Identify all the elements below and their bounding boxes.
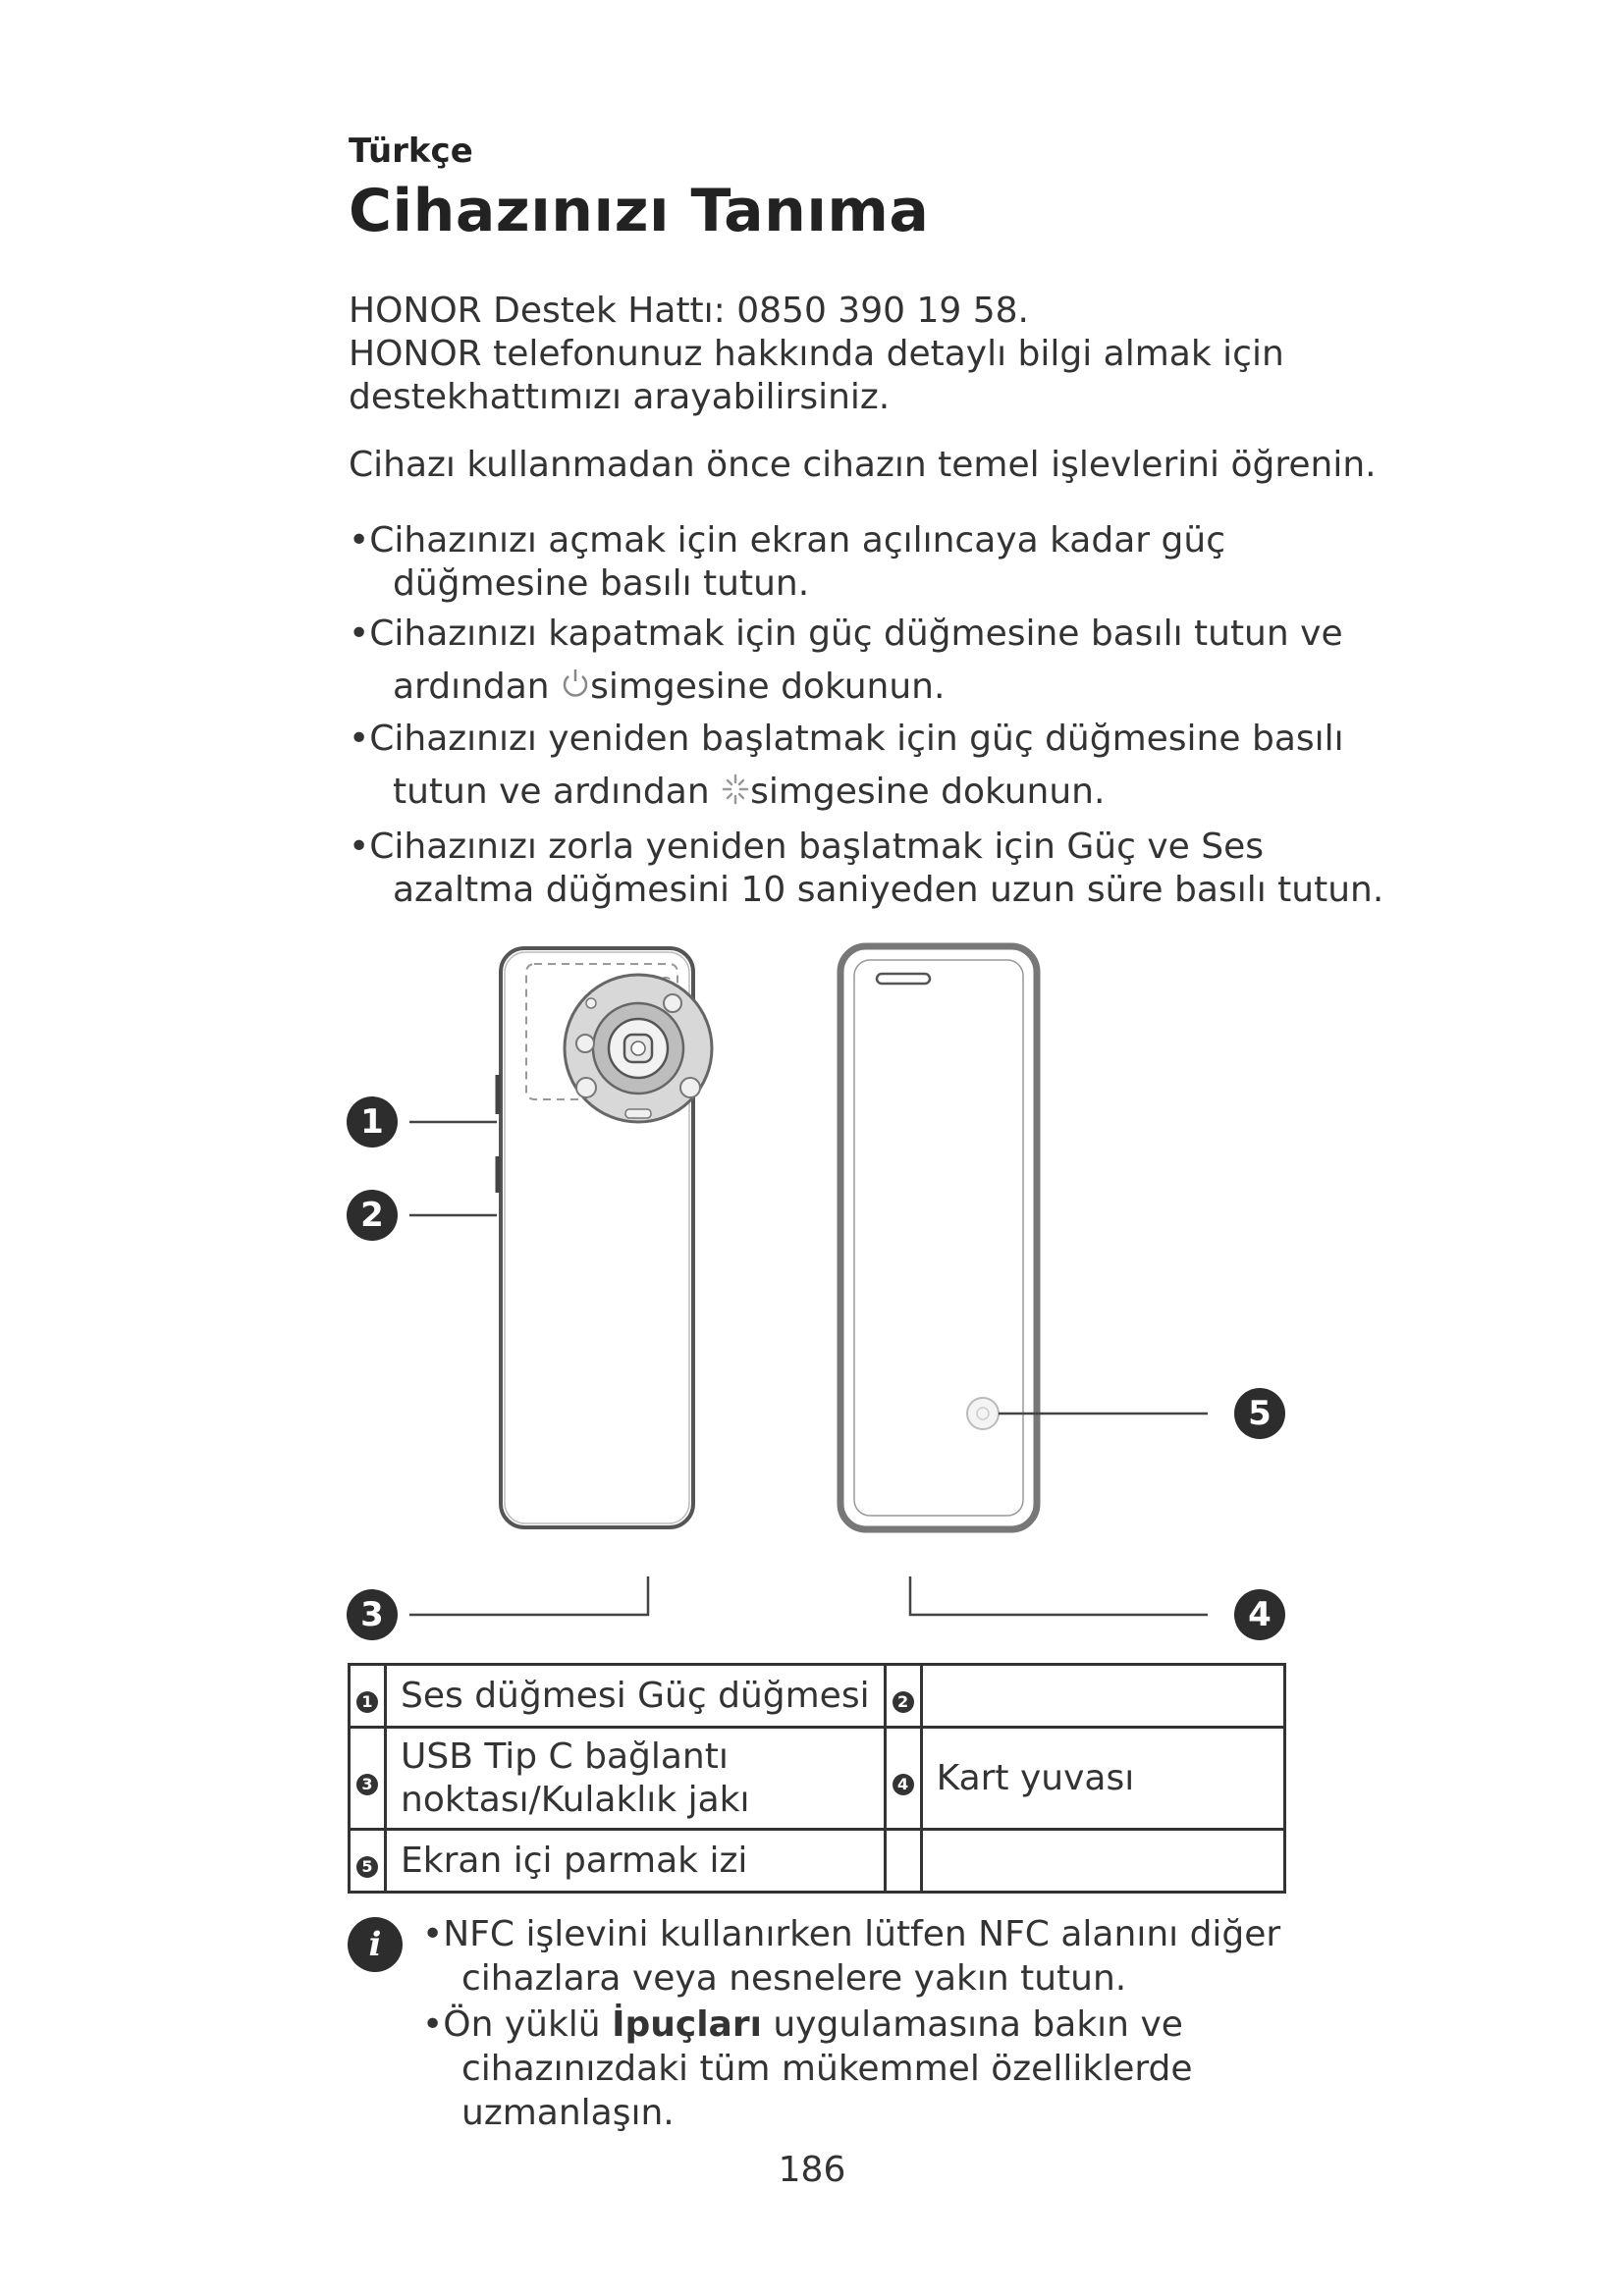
phone-back (498, 948, 712, 1527)
bullet-text: simgesine dokunun. (750, 772, 1106, 812)
number-badge: 2 (893, 1691, 914, 1713)
table-cell-label: Kart yuvası (921, 1728, 1284, 1830)
bullet-text: düğmesine basılı tutun. (393, 563, 810, 604)
parts-table (348, 1663, 1286, 1894)
callout-1: 1 (347, 1096, 398, 1148)
language-heading: Türkçe (349, 132, 473, 171)
table-row (350, 1830, 1285, 1893)
bullet-power-off (349, 613, 1343, 709)
table-cell-number (350, 1665, 386, 1728)
fingerprint-sensor-mark (967, 1398, 999, 1429)
bullet-text: •Cihazınızı zorla yeniden başlatmak için Güç ve Ses (349, 827, 1264, 867)
bullet-restart (349, 718, 1344, 814)
callout-2: 2 (347, 1190, 398, 1241)
number-badge: 5 (356, 1856, 378, 1878)
table-cell-label: Ses düğmesi Güç düğmesi (386, 1665, 886, 1728)
table-cell-line: USB Tip C bağlantı (401, 1735, 729, 1777)
bullet-text: tutun ve ardından (393, 772, 722, 812)
bullet-text: •Cihazınızı yeniden başlatmak için güç düğmesine basılı (349, 719, 1344, 759)
table-cell-number (350, 1728, 386, 1830)
info-icon: i (348, 1917, 403, 1972)
callout-4: 4 (1234, 1589, 1285, 1640)
callout-3: 3 (347, 1589, 398, 1640)
callout-leaders (409, 1122, 1208, 1615)
table-cell-label: Ekran içi parmak izi (386, 1830, 886, 1893)
front-camera-cutout (877, 974, 930, 984)
tip-line: •NFC işlevini kullanırken lütfen NFC alanını diğer (422, 1914, 1281, 1954)
phone-front (840, 946, 1037, 1529)
bullet-text: •Cihazınızı açmak için ekran açılıncaya kadar güç (349, 520, 1225, 561)
tip-line: cihazlara veya nesnelere yakın tutun. (461, 1958, 1127, 1999)
intro-paragraph: Cihazı kullanmadan önce cihazın temel işlevlerini öğrenin. (349, 445, 1377, 485)
tip-text: •Ön yüklü (422, 2004, 613, 2045)
support-line: destekhattımızı arayabilirsiniz. (349, 377, 891, 417)
support-line: HONOR telefonunuz hakkında detaylı bilgi almak için (349, 334, 1284, 374)
tips-block (422, 1912, 1280, 2135)
bullet-text: simgesine dokunun. (590, 667, 946, 707)
tip-line: uzmanlaşın. (461, 2093, 675, 2133)
power-icon (561, 667, 590, 702)
table-cell-line: noktası/Kulaklık jakı (401, 1779, 750, 1820)
table-cell-label (921, 1665, 1284, 1728)
bullet-text-line (349, 666, 1343, 709)
number-badge: 4 (893, 1774, 914, 1795)
tip-text: uygulamasına bakın ve (761, 2004, 1183, 2045)
number-badge: 3 (356, 1774, 378, 1795)
bullet-text: •Cihazınızı kapatmak için güç düğmesine basılı tutun ve (349, 614, 1343, 654)
table-cell-number (350, 1830, 386, 1893)
table-cell-number (885, 1728, 921, 1830)
table-cell-number (885, 1665, 921, 1728)
callout-5: 5 (1234, 1388, 1285, 1439)
bullet-power-on (349, 519, 1225, 606)
page-number: 186 (778, 2150, 846, 2190)
bullet-force-restart (349, 826, 1383, 912)
device-illustration (334, 933, 1296, 1649)
restart-icon (721, 772, 750, 807)
table-cell-label (386, 1728, 886, 1830)
bullet-text-line (349, 771, 1344, 814)
support-line: HONOR Destek Hattı: 0850 390 19 58. (349, 291, 1029, 331)
number-badge: 1 (356, 1691, 378, 1713)
tip-line: cihazınızdaki tüm mükemmel özelliklerde (461, 2049, 1193, 2089)
bullet-text: ardından (393, 667, 562, 707)
support-paragraph (349, 290, 1284, 419)
table-cell-label (921, 1830, 1284, 1893)
table-row (350, 1728, 1285, 1830)
tip-line (422, 2002, 1280, 2047)
table-cell-number (885, 1830, 921, 1893)
bullet-text: azaltma düğmesini 10 saniyeden uzun süre basılı tutun. (393, 870, 1384, 910)
tips-app-name: İpuçları (612, 2004, 762, 2045)
page-title: Cihazınızı Tanıma (349, 177, 930, 245)
table-row (350, 1665, 1285, 1728)
